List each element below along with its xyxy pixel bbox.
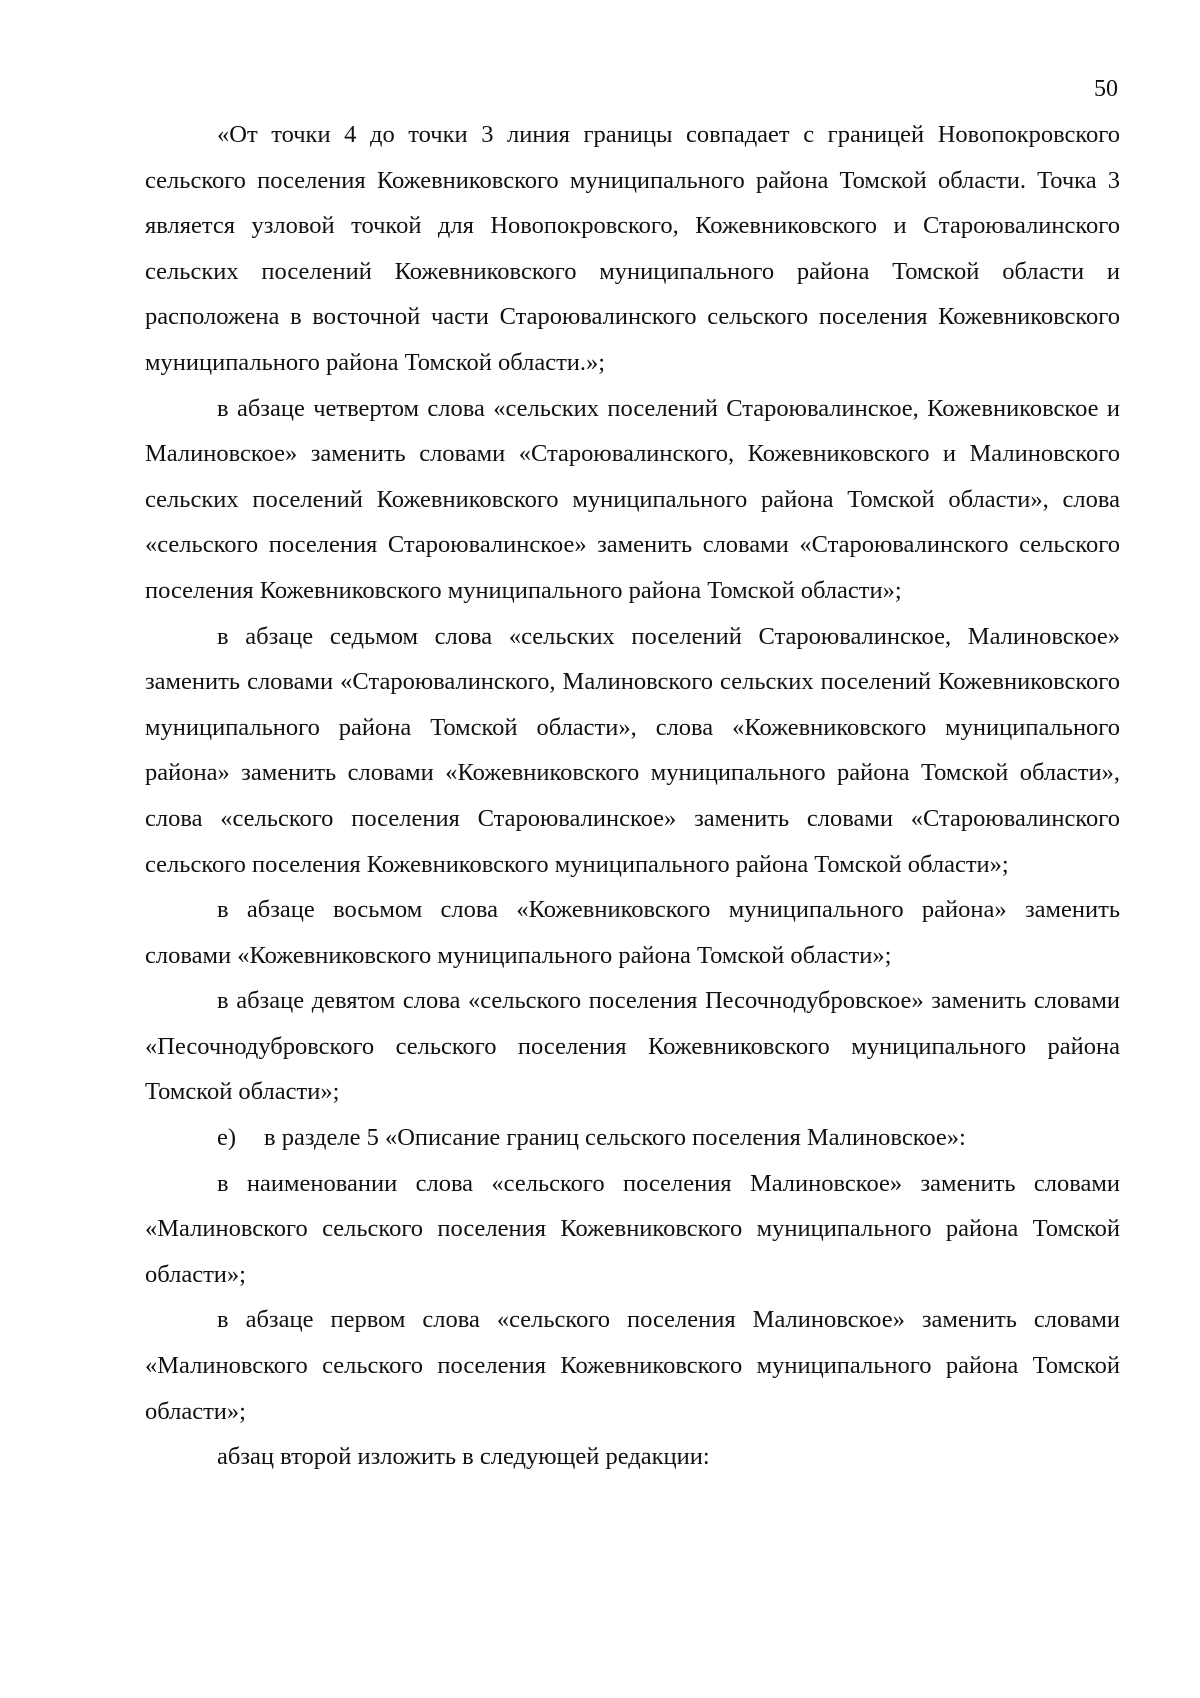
paragraph: в абзаце седьмом слова «сельских поселений Староювалинское, Малиновское» заменить словами «Староювалинского, Малиновского сельских поселений Кожевниковского муниципального района Томской области», слова «Кожевниковского муниципального района» заменить словами «Кожевниковского муниципального района Томской области», слова «сельского поселения Староювалинское» заменить словами «Староювалинского сельского поселения Кожевниковского муниципального района Томской области»; bbox=[145, 622, 1120, 878]
document-body bbox=[145, 112, 1120, 1480]
list-item-section-5 bbox=[145, 1115, 1120, 1161]
paragraph: в абзаце восьмом слова «Кожевниковского муниципального района» заменить словами «Кожевниковского муниципального района Томской области»; bbox=[145, 896, 1120, 969]
paragraph: в наименовании слова «сельского поселения Малиновское» заменить словами «Малиновского сельского поселения Кожевниковского муниципального района Томской области»; bbox=[145, 1169, 1120, 1288]
paragraph: в абзаце девятом слова «сельского поселения Песочнодубровское» заменить словами «Песочнодубровского сельского поселения Кожевниковского муниципального района Томской области»; bbox=[145, 987, 1120, 1106]
paragraph: в абзаце первом слова «сельского поселения Малиновское» заменить словами «Малиновского сельского поселения Кожевниковского муниципального района Томской области»; bbox=[145, 1306, 1120, 1425]
page-number: 50 bbox=[1094, 76, 1118, 102]
list-marker: е) bbox=[217, 1124, 237, 1152]
list-item-text: в разделе 5 «Описание границ сельского поселения Малиновское»: bbox=[264, 1124, 966, 1152]
paragraph: абзац второй изложить в следующей редакции: bbox=[217, 1443, 710, 1471]
paragraph: в абзаце четвертом слова «сельских поселений Староювалинское, Кожевниковское и Малиновское» заменить словами «Староювалинского, Кожевниковского и Малиновского сельских поселений Кожевниковского муниципального района Томской области», слова «сельского поселения Староювалинское» заменить словами «Староювалинского сельского поселения Кожевниковского муниципального района Томской области»; bbox=[145, 394, 1120, 604]
paragraph: «От точки 4 до точки 3 линия границы совпадает с границей Новопокровского сельского поселения Кожевниковского муниципального района Томской области. Точка 3 является узловой точкой для Новопокровского, Кожевниковского и Староювалинского сельских поселений Кожевниковского муниципального района Томской области и расположена в восточной части Староювалинского сельского поселения Кожевниковского муниципального района Томской области.»; bbox=[145, 121, 1120, 376]
